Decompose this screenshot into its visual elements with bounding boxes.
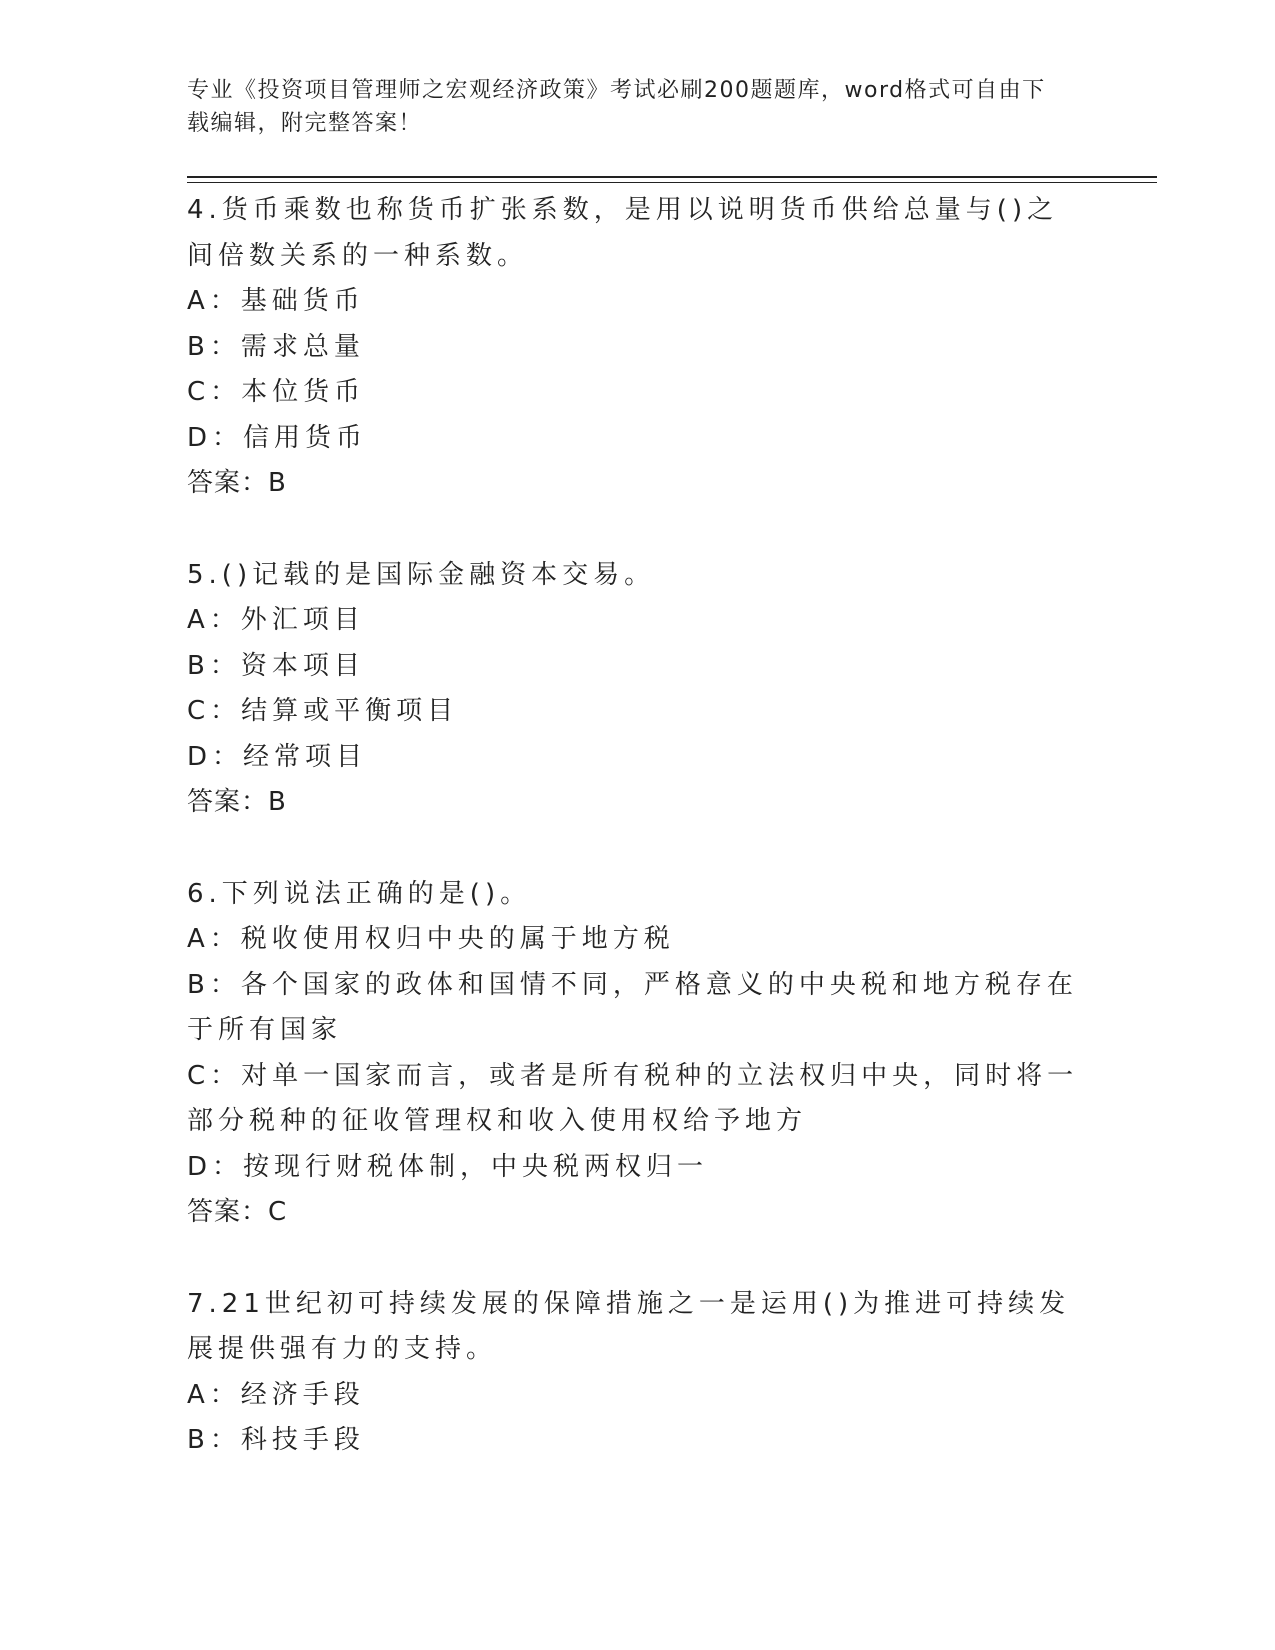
answer-text: 答案：B	[187, 787, 287, 817]
header-divider-thick	[187, 176, 1157, 178]
option-b: B：需求总量	[187, 331, 365, 362]
option-c: C：本位货币	[187, 377, 366, 407]
option-d: D：信用货币	[187, 422, 368, 453]
question-stem: 6.下列说法正确的是()。	[187, 878, 532, 909]
option-b: B：资本项目	[187, 650, 365, 681]
document-header	[187, 74, 1067, 140]
answer-text: 答案：C	[187, 1197, 288, 1227]
option-c: C：对单一国家而言，或者是所有税种的立法权归中央，同时将一部分税种的征收管理权和收入使用权给予地方	[187, 1060, 1079, 1136]
option-d: D：按现行财税体制，中央税两权归一	[187, 1151, 709, 1182]
question-stem: 4.货币乘数也称货币扩张系数，是用以说明货币供给总量与()之间倍数关系的一种系数。	[187, 195, 1059, 271]
question-7	[187, 1282, 1087, 1464]
header-divider-thin	[187, 182, 1157, 183]
question-stem: 7.21世纪初可持续发展的保障措施之一是运用()为推进可持续发展提供强有力的支持。	[187, 1288, 1071, 1364]
option-a: A：外汇项目	[187, 605, 365, 635]
question-4	[187, 188, 1087, 507]
question-5	[187, 553, 1087, 826]
option-a: A：基础货币	[187, 286, 365, 316]
option-d: D：经常项目	[187, 741, 368, 772]
option-b: B：科技手段	[187, 1425, 365, 1455]
option-c: C：结算或平衡项目	[187, 696, 459, 726]
option-a: A：经济手段	[187, 1379, 365, 1410]
option-a: A：税收使用权归中央的属于地方税	[187, 924, 675, 954]
question-list	[187, 188, 1087, 1510]
question-6	[187, 872, 1087, 1236]
header-intro-text: 专业《投资项目管理师之宏观经济政策》考试必刷200题题库，word格式可自由下载编辑，附完整答案！	[187, 78, 1046, 136]
question-stem: 5.()记载的是国际金融资本交易。	[187, 559, 656, 590]
option-b: B：各个国家的政体和国情不同，严格意义的中央税和地方税存在于所有国家	[187, 969, 1078, 1045]
answer-text: 答案：B	[187, 468, 287, 498]
